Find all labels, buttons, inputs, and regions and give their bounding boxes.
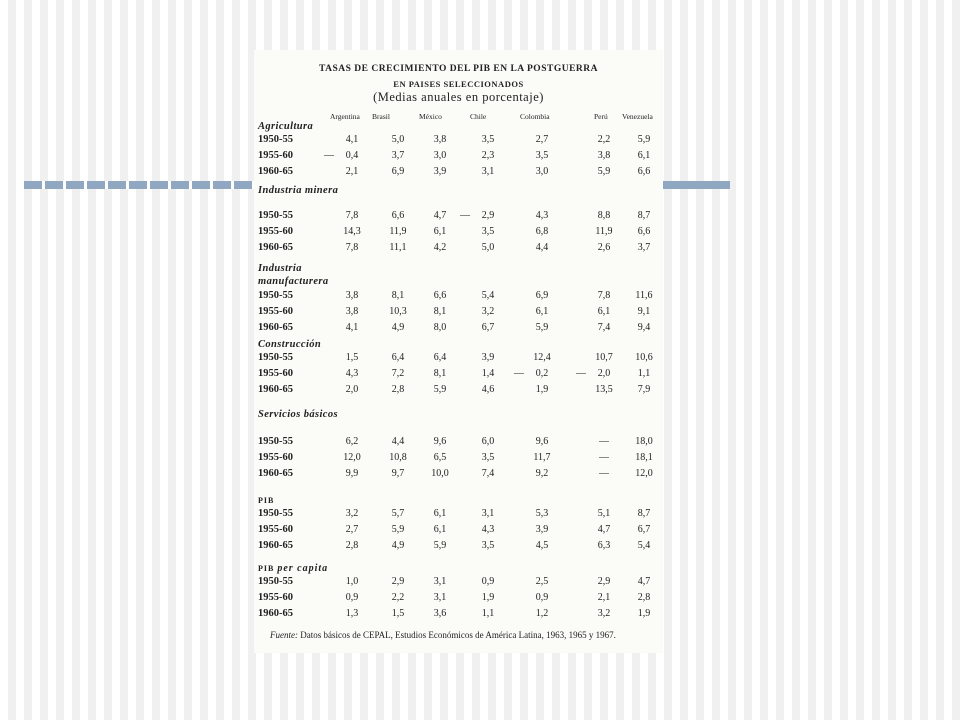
table-row (254, 540, 663, 554)
table-cell: 6,5 (433, 452, 447, 463)
table-cell: 3,2 (345, 508, 359, 519)
table-cell: 3,9 (481, 352, 495, 363)
table-row (254, 226, 663, 240)
table-cell: 6,3 (597, 540, 611, 551)
table-cell: 2,3 (481, 150, 495, 161)
period-label: 1960-65 (258, 384, 293, 395)
period-label: 1950-55 (258, 576, 293, 587)
table-cell: 3,1 (433, 576, 447, 587)
decorative-bar-right (663, 181, 730, 189)
table-row (254, 322, 663, 336)
table-cell: 12,0 (343, 452, 361, 463)
table-cell: 6,7 (481, 322, 495, 333)
table-cell: 6,6 (637, 166, 651, 177)
table-row (254, 576, 663, 590)
table-cell: 6,6 (391, 210, 405, 221)
table-row (254, 592, 663, 606)
table-cell: 6,4 (391, 352, 405, 363)
table-cell: 2,0 (597, 368, 611, 379)
negative-sign: — (576, 368, 586, 379)
table-cell: 9,1 (637, 306, 651, 317)
table-cell: 9,6 (433, 436, 447, 447)
table-cell: 5,9 (433, 540, 447, 551)
table-cell: 8,8 (597, 210, 611, 221)
table-cell: 6,1 (535, 306, 549, 317)
table-cell: 6,8 (535, 226, 549, 237)
scanned-table-page (254, 50, 663, 653)
table-cell: 13,5 (595, 384, 613, 395)
section-label: Industria manufacturera (258, 263, 329, 287)
period-label: 1950-55 (258, 134, 293, 145)
table-cell: 9,6 (535, 436, 549, 447)
table-cell: 3,8 (597, 150, 611, 161)
period-label: 1950-55 (258, 436, 293, 447)
period-label: 1955-60 (258, 592, 293, 603)
table-cell: 6,7 (637, 524, 651, 535)
table-cell: 4,1 (345, 322, 359, 333)
period-label: 1960-65 (258, 322, 293, 333)
table-cell: 5,9 (391, 524, 405, 535)
table-cell: 3,7 (391, 150, 405, 161)
table-row (254, 524, 663, 538)
table-cell: 5,4 (481, 290, 495, 301)
table-cell: 7,9 (637, 384, 651, 395)
table-cell: 18,0 (635, 436, 653, 447)
table-cell: 7,2 (391, 368, 405, 379)
table-cell: 11,9 (595, 226, 613, 237)
table-row (254, 468, 663, 482)
table-cell: 6,1 (597, 306, 611, 317)
table-cell: 4,2 (433, 242, 447, 253)
period-label: 1955-60 (258, 306, 293, 317)
period-label: 1950-55 (258, 508, 293, 519)
section-label: Construcción (258, 339, 322, 350)
table-cell: 6,6 (637, 226, 651, 237)
source-prefix: Fuente: (270, 630, 298, 640)
table-cell: 5,3 (535, 508, 549, 519)
table-cell: 4,9 (391, 322, 405, 333)
table-row (254, 452, 663, 466)
period-label: 1950-55 (258, 290, 293, 301)
column-header: Perú (594, 112, 608, 121)
table-cell: 3,5 (535, 150, 549, 161)
table-cell: 3,1 (481, 508, 495, 519)
negative-sign: — (460, 210, 470, 221)
table-cell: 5,4 (637, 540, 651, 551)
table-cell: 1,9 (637, 608, 651, 619)
table-cell: 3,2 (597, 608, 611, 619)
table-row (254, 134, 663, 148)
table-cell: 3,8 (345, 290, 359, 301)
table-subtitle: EN PAISES SELECCIONADOS (393, 79, 524, 89)
table-units-note: (Medias anuales en porcentaje) (373, 90, 544, 104)
table-cell: 10,0 (431, 468, 449, 479)
table-cell: 14,3 (343, 226, 361, 237)
table-cell: 6,0 (481, 436, 495, 447)
table-cell: 7,8 (597, 290, 611, 301)
table-cell: 6,1 (433, 524, 447, 535)
table-cell: 4,7 (433, 210, 447, 221)
table-row (254, 306, 663, 320)
period-label: 1960-65 (258, 242, 293, 253)
table-cell: 4,4 (391, 436, 405, 447)
negative-sign: — (324, 150, 334, 161)
period-label: 1955-60 (258, 226, 293, 237)
table-cell: 6,9 (391, 166, 405, 177)
table-cell: 5,1 (597, 508, 611, 519)
table-cell: 1,5 (391, 608, 405, 619)
table-cell: 1,2 (535, 608, 549, 619)
table-cell: 8,1 (433, 368, 447, 379)
table-cell: 2,9 (481, 210, 495, 221)
table-cell: 4,9 (391, 540, 405, 551)
table-cell: 10,8 (389, 452, 407, 463)
table-cell: 3,8 (433, 134, 447, 145)
table-cell: 3,0 (535, 166, 549, 177)
table-cell: 4,1 (345, 134, 359, 145)
table-cell: 8,7 (637, 508, 651, 519)
table-cell: 8,1 (433, 306, 447, 317)
table-cell: 6,2 (345, 436, 359, 447)
table-cell: 4,7 (637, 576, 651, 587)
table-cell: 12,0 (635, 468, 653, 479)
section-label: PIB per capita (258, 563, 329, 574)
column-header: Colombia (520, 112, 550, 121)
table-cell: — (599, 436, 609, 447)
table-cell: 2,9 (597, 576, 611, 587)
period-label: 1955-60 (258, 524, 293, 535)
table-row (254, 150, 663, 164)
table-cell: 6,4 (433, 352, 447, 363)
table-cell: 9,7 (391, 468, 405, 479)
table-row (254, 368, 663, 382)
table-cell: 10,7 (595, 352, 613, 363)
table-cell: 10,6 (635, 352, 653, 363)
column-header: Chile (470, 112, 487, 121)
table-cell: — (599, 452, 609, 463)
table-cell: 2,7 (345, 524, 359, 535)
table-cell: 2,5 (535, 576, 549, 587)
table-cell: 6,6 (433, 290, 447, 301)
table-row (254, 242, 663, 256)
table-cell: 5,9 (433, 384, 447, 395)
table-cell: 2,0 (345, 384, 359, 395)
column-header: Venezuela (622, 112, 653, 121)
table-cell: 18,1 (635, 452, 653, 463)
table-cell: 12,4 (533, 352, 551, 363)
period-label: 1960-65 (258, 608, 293, 619)
table-cell: 11,9 (389, 226, 407, 237)
table-row (254, 608, 663, 622)
table-cell: 4,6 (481, 384, 495, 395)
table-cell: 1,5 (345, 352, 359, 363)
table-cell: 3,6 (433, 608, 447, 619)
table-cell: 7,4 (481, 468, 495, 479)
table-cell: 4,3 (345, 368, 359, 379)
table-cell: 2,2 (597, 134, 611, 145)
table-cell: 0,4 (345, 150, 359, 161)
table-cell: 3,5 (481, 134, 495, 145)
table-cell: 5,0 (391, 134, 405, 145)
negative-sign: — (514, 368, 524, 379)
table-cell: 6,9 (535, 290, 549, 301)
table-cell: 2,8 (637, 592, 651, 603)
period-label: 1960-65 (258, 540, 293, 551)
period-label: 1955-60 (258, 452, 293, 463)
decorative-bar-left (24, 181, 254, 189)
table-row (254, 384, 663, 398)
table-cell: 11,1 (389, 242, 407, 253)
table-cell: 8,0 (433, 322, 447, 333)
table-cell: 4,3 (481, 524, 495, 535)
table-title: TASAS DE CRECIMIENTO DEL PIB EN LA POSTGUERRA (319, 64, 598, 74)
table-row (254, 352, 663, 366)
table-row (254, 166, 663, 180)
period-label: 1960-65 (258, 166, 293, 177)
table-cell: 5,7 (391, 508, 405, 519)
table-cell: 9,4 (637, 322, 651, 333)
table-cell: 3,5 (481, 540, 495, 551)
table-cell: 11,7 (533, 452, 551, 463)
table-cell: 10,3 (389, 306, 407, 317)
period-label: 1955-60 (258, 368, 293, 379)
table-cell: 5,9 (535, 322, 549, 333)
table-cell: 5,0 (481, 242, 495, 253)
table-cell: 2,8 (391, 384, 405, 395)
period-label: 1950-55 (258, 210, 293, 221)
table-cell: 2,6 (597, 242, 611, 253)
source-text: Datos básicos de CEPAL, Estudios Económicos de América Latina, 1963, 1965 y 1967. (300, 630, 616, 640)
table-cell: 0,9 (345, 592, 359, 603)
table-cell: 1,1 (481, 608, 495, 619)
table-cell: 3,2 (481, 306, 495, 317)
table-row (254, 290, 663, 304)
period-label: 1950-55 (258, 352, 293, 363)
table-cell: 6,1 (637, 150, 651, 161)
table-cell: 9,9 (345, 468, 359, 479)
table-cell: 11,6 (635, 290, 653, 301)
table-cell: 2,2 (391, 592, 405, 603)
table-cell: 0,9 (481, 576, 495, 587)
table-cell: 1,4 (481, 368, 495, 379)
table-cell: 2,7 (535, 134, 549, 145)
table-cell: 9,2 (535, 468, 549, 479)
table-cell: 8,7 (637, 210, 651, 221)
table-cell: 3,0 (433, 150, 447, 161)
section-label: Servicios básicos (258, 409, 339, 420)
table-cell: 6,1 (433, 508, 447, 519)
section-label: Agricultura (258, 121, 314, 132)
table-cell: 3,5 (481, 226, 495, 237)
column-header: Brasil (372, 112, 390, 121)
table-cell: 1,3 (345, 608, 359, 619)
table-cell: 1,1 (637, 368, 651, 379)
table-row (254, 210, 663, 224)
table-cell: 1,0 (345, 576, 359, 587)
table-cell: 8,1 (391, 290, 405, 301)
table-cell: 7,8 (345, 210, 359, 221)
period-label: 1955-60 (258, 150, 293, 161)
table-cell: 3,9 (433, 166, 447, 177)
section-label: PIB (258, 496, 275, 505)
table-cell: 0,2 (535, 368, 549, 379)
table-cell: 1,9 (481, 592, 495, 603)
table-cell: 3,7 (637, 242, 651, 253)
table-cell: 4,7 (597, 524, 611, 535)
table-cell: 2,1 (345, 166, 359, 177)
table-cell: 3,1 (481, 166, 495, 177)
table-cell: 2,1 (597, 592, 611, 603)
table-cell: 7,4 (597, 322, 611, 333)
table-cell: 4,5 (535, 540, 549, 551)
table-cell: 1,9 (535, 384, 549, 395)
table-cell: — (599, 468, 609, 479)
table-cell: 4,3 (535, 210, 549, 221)
section-label: Industria minera (258, 185, 339, 196)
source-note (270, 630, 660, 641)
table-cell: 7,8 (345, 242, 359, 253)
table-cell: 6,1 (433, 226, 447, 237)
table-cell: 4,4 (535, 242, 549, 253)
column-header: Argentina (330, 112, 360, 121)
table-cell: 2,8 (345, 540, 359, 551)
table-cell: 3,5 (481, 452, 495, 463)
table-cell: 3,8 (345, 306, 359, 317)
table-row (254, 436, 663, 450)
table-cell: 3,1 (433, 592, 447, 603)
column-header: México (419, 112, 442, 121)
table-cell: 5,9 (597, 166, 611, 177)
table-cell: 2,9 (391, 576, 405, 587)
table-cell: 5,9 (637, 134, 651, 145)
table-cell: 0,9 (535, 592, 549, 603)
period-label: 1960-65 (258, 468, 293, 479)
table-row (254, 508, 663, 522)
table-cell: 3,9 (535, 524, 549, 535)
